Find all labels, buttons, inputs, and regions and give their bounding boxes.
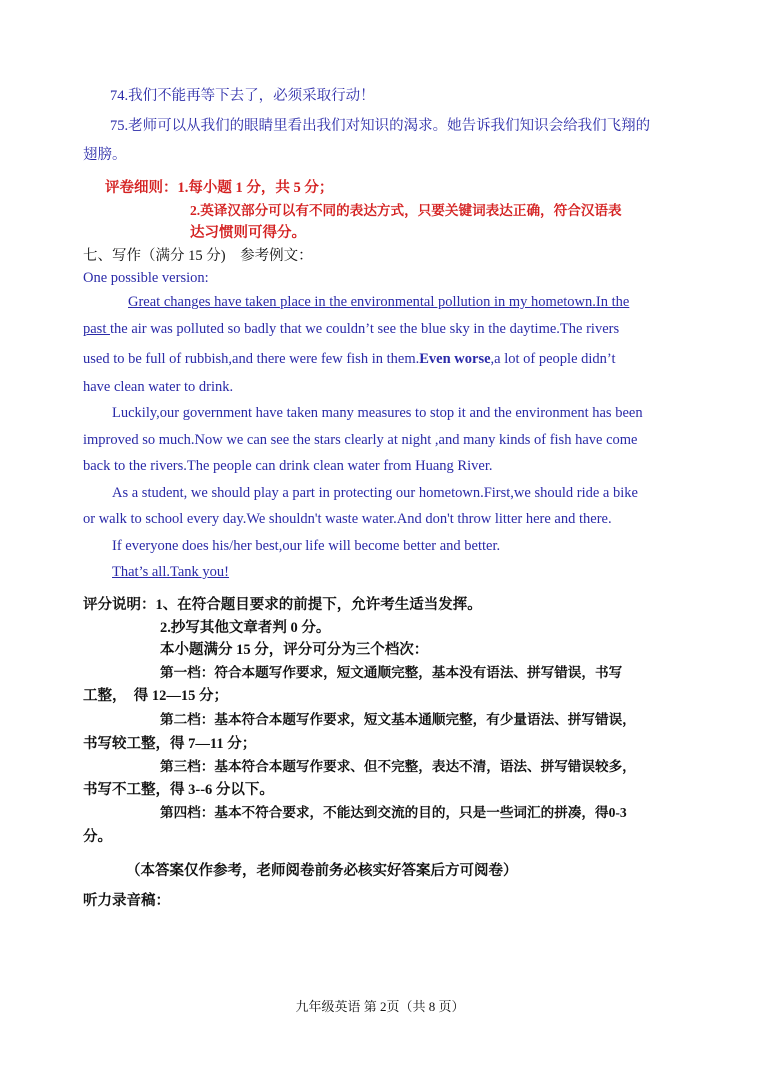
scoring-line3: 本小题满分 15 分，评分可分为三个档次：: [160, 642, 429, 658]
scoring-line2: 2.抄写其他文章者判 0 分。: [160, 620, 331, 636]
scoring-line6: 第二档：基本符合本题写作要求，短文基本通顺完整，有少量语法、拼写错误，: [160, 712, 636, 727]
scoring-line11: 分。: [83, 829, 112, 845]
rule-line1: 评卷细则：1.每小题 1 分，共 5 分；: [105, 180, 334, 196]
essay-p1-line4: have clean water to drink.: [83, 379, 234, 395]
answer-74: 74.我们不能再等下去了，必须采取行动！: [110, 88, 375, 104]
scoring-line4: 第一档：符合本题写作要求，短文通顺完整，基本没有语法、拼写错误，书写: [160, 665, 623, 680]
rule-line3: 达习惯则可得分。: [190, 225, 306, 241]
answer-75-line1: 75.老师可以从我们的眼睛里看出我们对知识的渴求。她告诉我们知识会给我们飞翔的: [110, 118, 651, 134]
essay-p5: That’s all.Tank you!: [112, 564, 229, 580]
writing-version-label: One possible version:: [83, 270, 209, 286]
scoring-line5: 工整， 得 12—15 分；: [83, 688, 228, 704]
essay-underlined-past: past: [83, 321, 110, 337]
essay-p4: If everyone does his/her best,our life will become better and better.: [112, 538, 501, 554]
answer-75-line2: 翅膀。: [83, 147, 127, 163]
scoring-line10: 第四档：基本不符合要求，不能达到交流的目的，只是一些词汇的拼凑，得0-3: [160, 805, 627, 820]
essay-p1-line3: [83, 351, 616, 368]
listening-script-heading: 听力录音稿：: [83, 893, 170, 909]
scoring-line7: 书写较工整，得 7—11 分；: [83, 736, 257, 752]
essay-p2-line2: improved so much.Now we can see the stars clearly at night ,and many kinds of fish have come: [83, 432, 638, 448]
scoring-line9: 书写不工整，得 3--6 分以下。: [83, 782, 274, 798]
essay-p3-line1: As a student, we should play a part in protecting our hometown.First,we should ride a bike: [112, 485, 638, 501]
essay-p2-line3: back to the rivers.The people can drink clean water from Huang River.: [83, 458, 493, 474]
scoring-note: （本答案仅作参考，老师阅卷前务必核实好答案后方可阅卷）: [126, 863, 518, 879]
scoring-line1: 评分说明：1、在符合题目要求的前提下，允许考生适当发挥。: [83, 597, 482, 613]
essay-p3-line2: or walk to school every day.We shouldn't waste water.And don't throw litter here and there.: [83, 511, 612, 527]
page-footer: 九年级英语 第 2页（共 8 页）: [295, 999, 465, 1014]
essay-p2-line1: Luckily,our government have taken many measures to stop it and the environment has been: [112, 405, 643, 421]
essay-p1-line1: Great changes have taken place in the environmental pollution in my hometown.In the: [128, 294, 630, 310]
writing-heading: 七、写作（满分 15 分) 参考例文：: [83, 248, 313, 264]
essay-p1-line2: [83, 321, 619, 338]
essay-bold-even-worse: Even worse: [419, 351, 491, 367]
rule-line2: 2.英译汉部分可以有不同的表达方式，只要关键词表达正确，符合汉语表: [190, 203, 622, 218]
essay-p1-line2-rest: the air was polluted so badly that we couldn’t see the blue sky in the daytime.The rivers: [109, 321, 620, 337]
essay-p1-line3-a: used to be full of rubbish,and there were few fish in them.: [83, 351, 420, 367]
essay-p1-line3-b: ,a lot of people didn’t: [490, 351, 616, 367]
scoring-line8: 第三档：基本符合本题写作要求、但不完整，表达不清，语法、拼写错误较多，: [160, 759, 636, 774]
